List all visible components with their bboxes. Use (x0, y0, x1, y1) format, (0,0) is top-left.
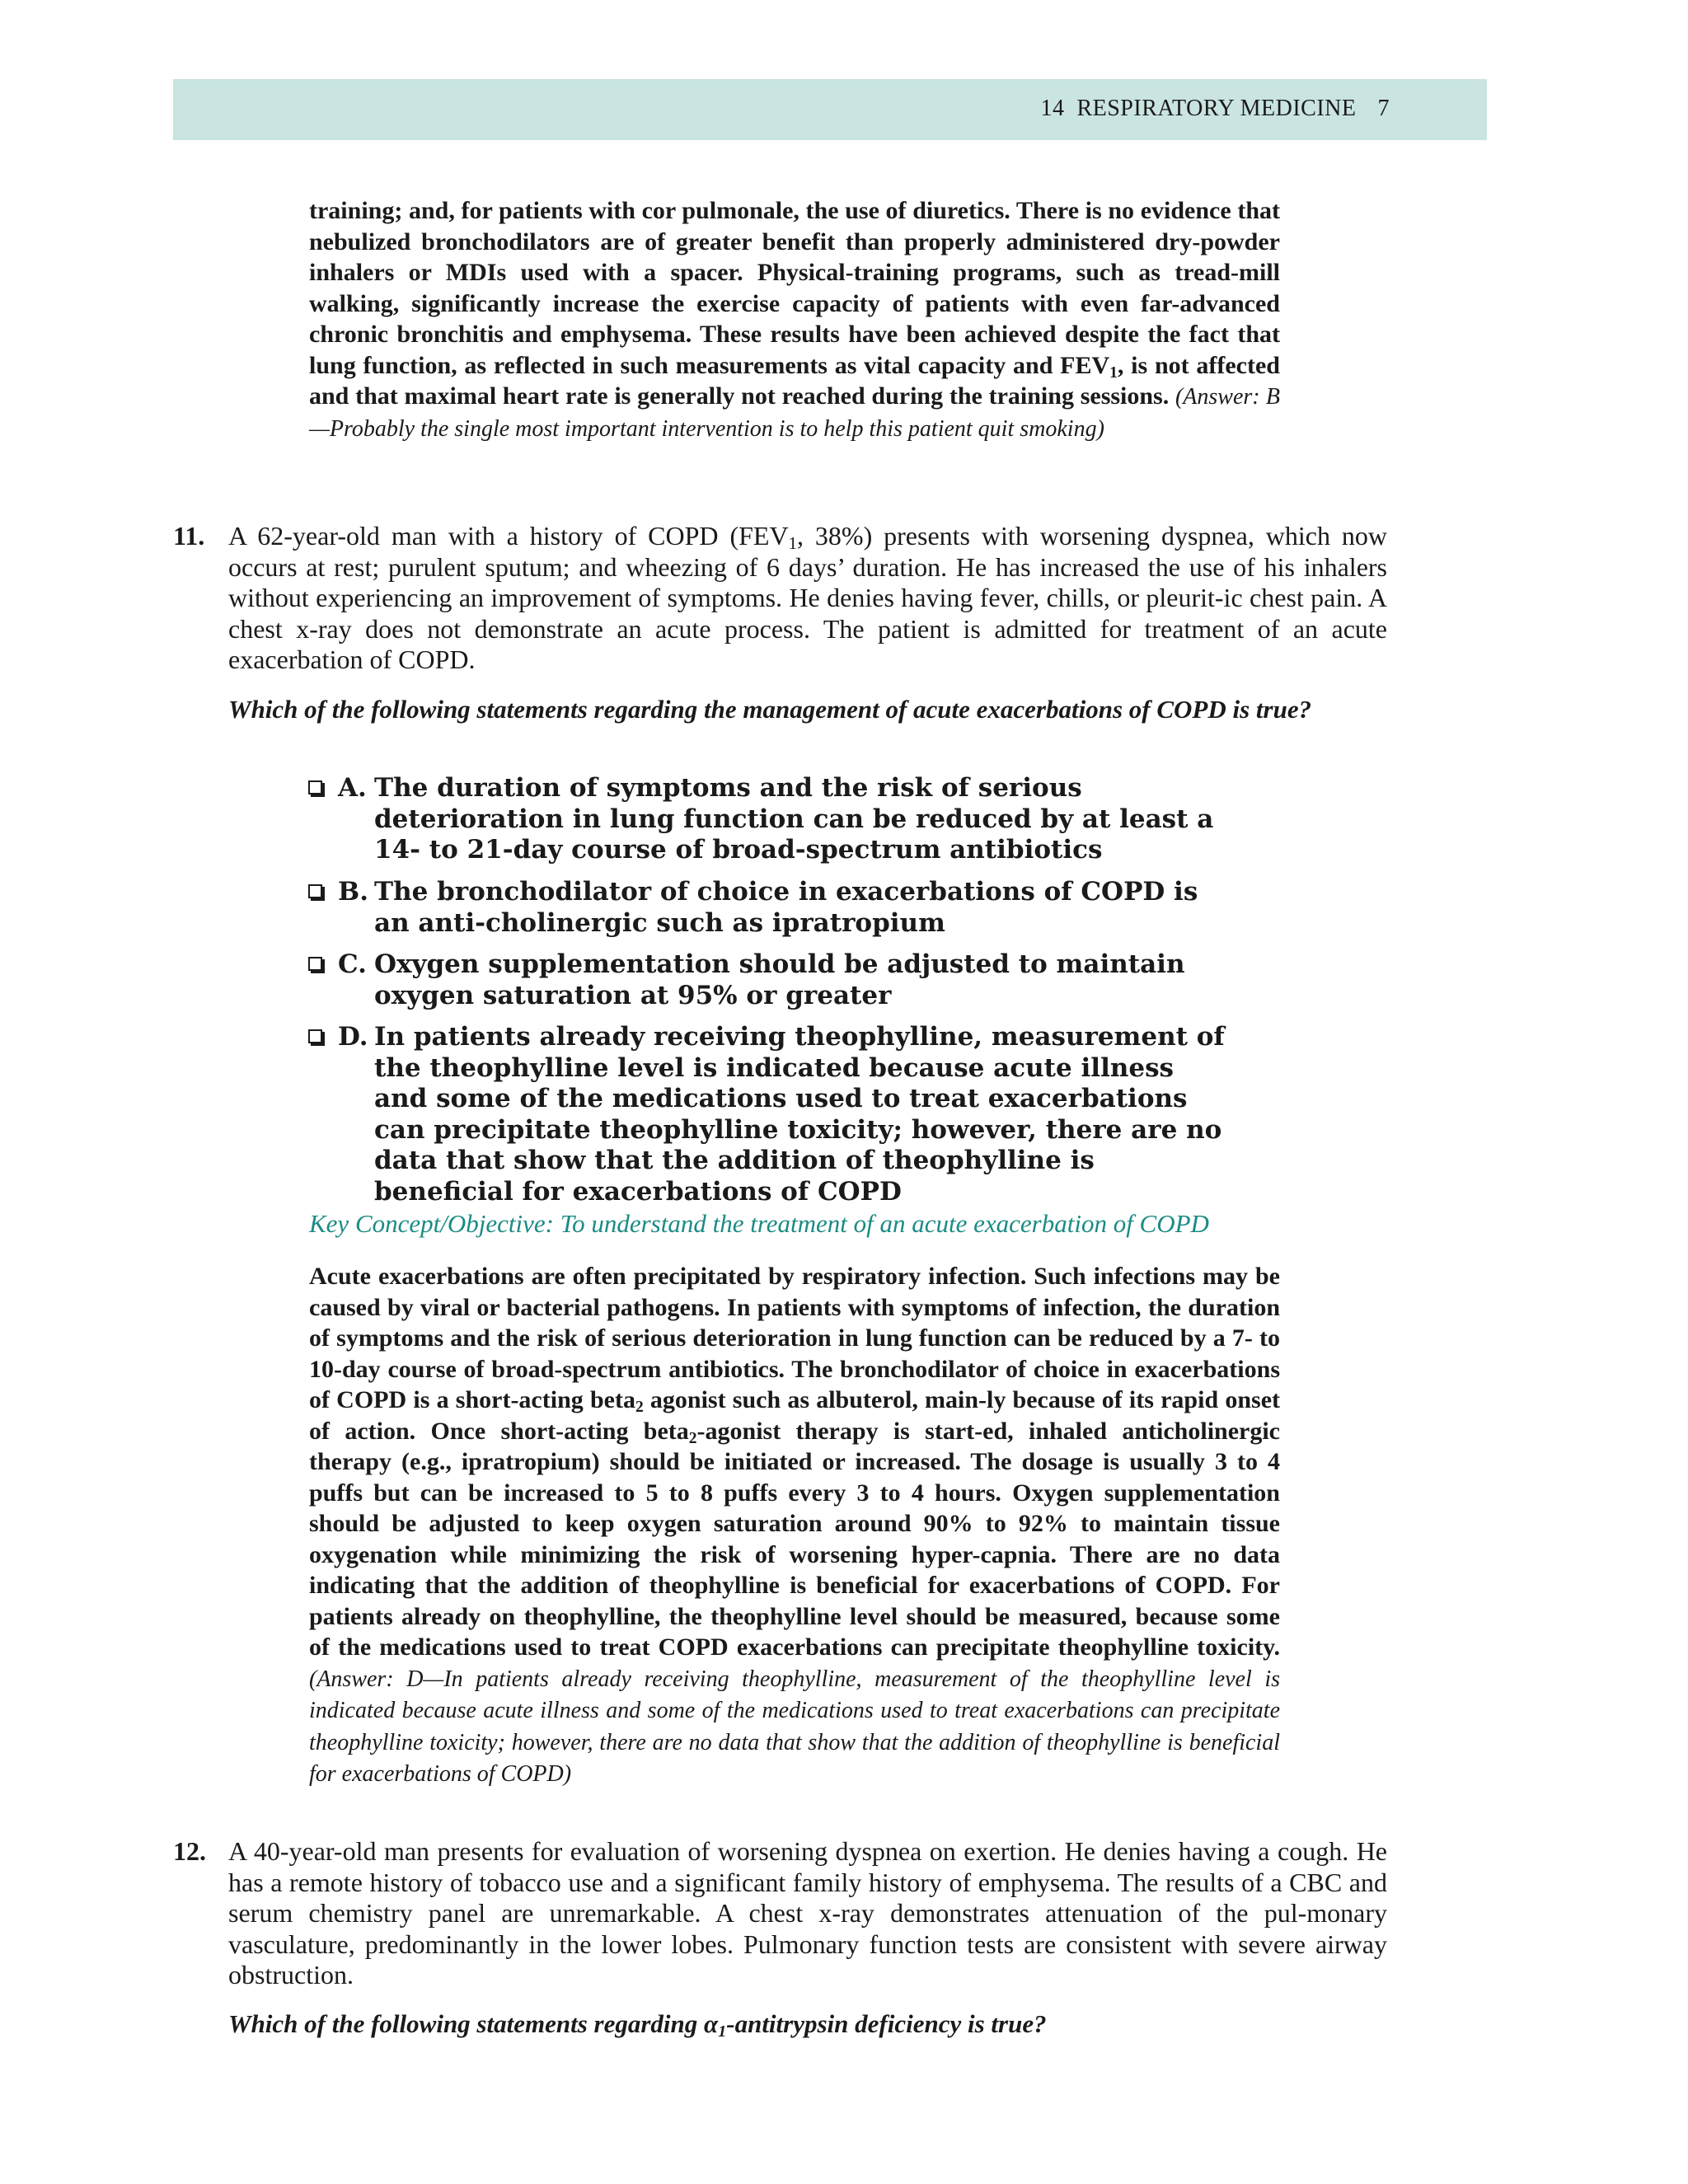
checkbox-icon[interactable] (308, 1029, 322, 1043)
previous-answer-paragraph (309, 195, 1280, 444)
checkbox-icon[interactable] (308, 957, 322, 971)
chapter-label: 14 RESPIRATORY MEDICINE (1040, 96, 1357, 121)
question-11-stem (228, 521, 1387, 676)
previous-answer-key: (Answer: B—Probably the single most important intervention is to help this patient quit smoking) (309, 384, 1280, 442)
checkbox-icon[interactable] (308, 780, 322, 794)
question-12-prompt (228, 2008, 1387, 2040)
option-letter: A. (338, 773, 367, 803)
option-text: The bronchodilator of choice in exacerbations of COPD is an anti-cholinergic such as ipratropium (374, 877, 1198, 938)
question-11-answer: (Answer: D—In patients already receiving theophylline, measurement of the theophylline level is indicated because acute illness and some of the medications used to treat exacerbations can precipitate theophylline toxicity; however, there are no data that show that the addition of theophylline is beneficial for exacerbations of COPD) (309, 1666, 1280, 1787)
explanation-text-3: -agonist therapy is start-ed, inhaled anticholinergic therapy (e.g., ipratropium) should be initiated or increased. The dosage is usually 3 to 4 puffs but can be increased to 5 to 8 puffs every 3 to 4 hours. Oxygen supplementation should be adjusted to keep oxygen saturation around 90% to 92% to maintain tissue oxygenation while minimizing the risk of worsening hyper-capnia. There are no data indicating that the addition of theophylline is beneficial for exacerbations of COPD. For patients already on theophylline, the theophylline level should be measured, because some of the medications used to treat COPD exacerbations can precipitate theophylline toxicity. (309, 1417, 1280, 1661)
question-12-prompt-text-2: -antitrypsin deficiency is true? (726, 2009, 1047, 2038)
key-concept: Key Concept/Objective: To understand the treatment of an acute exacerbation of COPD (309, 1209, 1209, 1238)
explanation-sub-1: 2 (635, 1398, 644, 1416)
option-text: In patients already receiving theophylline, measurement of the theophylline level is indicated because acute illness and some of the medications used to treat exacerbations can precipitate theophylline toxicity; however, there are no data that show that the addition of theophylline is beneficial for exacerbations of COPD (374, 1022, 1225, 1207)
option-text: The duration of symptoms and the risk of serious deterioration in lung function can be reduced by at least a 14- to 21-day course of broad-spectrum antibiotics (374, 773, 1214, 865)
question-12-number: 12. (173, 1836, 206, 1866)
explanation-text-2: agonist such as albuterol, main-ly because of its rapid onset of action. Once short-acting beta (309, 1386, 1280, 1445)
checkbox-icon[interactable] (308, 884, 322, 898)
question-11-stem-text-1: A 62-year-old man with a history of COPD (FEV (228, 521, 789, 551)
previous-answer-text-2: , is not affected and that maximal heart rate is generally not reached during the training sessions. (309, 351, 1280, 410)
previous-answer-text-1: training; and, for patients with cor pulmonale, the use of diuretics. There is no evidence that nebulized bronchodilators are of greater benefit than properly administered dry-powder inhalers or MDIs used with a spacer. Physical-training programs, such as tread-mill walking, significantly increase the exercise capacity of patients with even far-advanced chronic bronchitis and emphysema. These results have been achieved despite the fact that lung function, as reflected in such measurements as vital capacity and FEV (309, 197, 1280, 379)
option-letter: D. (338, 1022, 368, 1052)
page-number: 7 (1377, 96, 1390, 121)
option-text: Oxygen supplementation should be adjusted to maintain oxygen saturation at 95% or greater (374, 949, 1185, 1010)
question-11-prompt: Which of the following statements regarding the management of acute exacerbations of COPD is true? (228, 695, 1312, 724)
header-text (1040, 96, 1390, 122)
question-11-number: 11. (173, 521, 205, 551)
question-11-stem-text-2: , 38%) presents with worsening dyspnea, which now occurs at rest; purulent sputum; and wheezing of 6 days’ duration. He has increased the use of his inhalers without experiencing an improvement of symptoms. He denies having fever, chills, or pleurit-ic chest pain. A chest x-ray does not demonstrate an acute process. The patient is admitted for treatment of an acute exacerbation of COPD. (228, 521, 1388, 674)
question-12-prompt-text-1: Which of the following statements regarding α (228, 2009, 719, 2038)
question-12-stem: A 40-year-old man presents for evaluation of worsening dyspnea on exertion. He denies having a cough. He has a remote history of tobacco use and a significant family history of emphysema. The results of a CBC and serum chemistry panel are unremarkable. A chest x-ray demonstrates attenuation of the pul-monary vasculature, predominantly in the lower lobes. Pulmonary function tests are consistent with severe airway obstruction. (228, 1836, 1387, 1990)
explanation-text-1: Acute exacerbations are often precipitated by respiratory infection. Such infections may be caused by viral or bacterial pathogens. In patients with symptoms of infection, the duration of symptoms and the risk of serious deterioration in lung function can be reduced by a 7- to 10-day course of broad-spectrum antibiotics. The bronchodilator of choice in exacerbations of COPD is a short-acting beta (309, 1263, 1280, 1413)
question-11-explanation (309, 1261, 1280, 1790)
question-11-stem-sub: 1 (788, 534, 797, 554)
option-letter: C. (338, 949, 367, 979)
explanation-sub-2: 2 (688, 1429, 697, 1447)
question-12-prompt-sub: 1 (718, 2022, 727, 2041)
option-letter: B. (338, 877, 368, 907)
previous-answer-sub: 1 (1109, 363, 1118, 382)
running-header (173, 79, 1487, 140)
